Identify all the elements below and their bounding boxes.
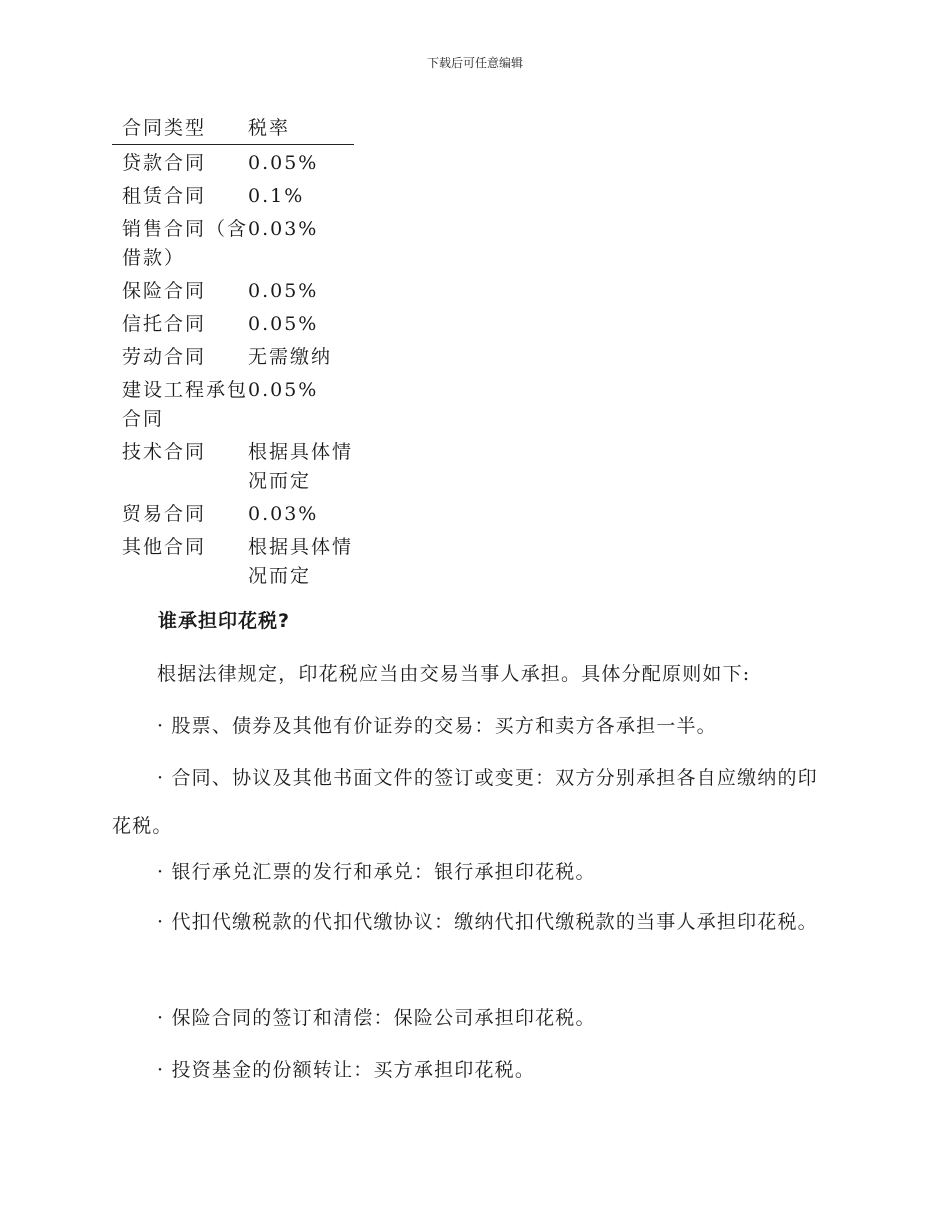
table-row <box>112 145 354 179</box>
page-header-note: 下载后可任意编辑 <box>426 56 523 70</box>
contract-type-cell: 租赁合同 <box>122 185 207 207</box>
table-row <box>112 306 354 339</box>
table-row <box>112 211 354 273</box>
contract-type-cell: 贷款合同 <box>122 152 207 174</box>
column-header-rate: 税率 <box>248 117 291 139</box>
table-row <box>112 434 354 496</box>
table-row <box>112 339 354 372</box>
tax-rate-cell: 0.05% <box>248 313 319 335</box>
contract-type-cell: 技术合同 <box>122 441 207 463</box>
tax-rate-cell: 根据具体情况而定 <box>248 536 354 587</box>
table-row <box>112 273 354 306</box>
column-header-type: 合同类型 <box>122 117 207 139</box>
list-item-securities: · 股票、债券及其他有价证券的交易：买方和卖方各承担一半。 <box>157 715 717 737</box>
list-item-insurance: · 保险合同的签订和清偿：保险公司承担印花税。 <box>157 1007 596 1029</box>
stamp-tax-rate-table <box>112 114 354 591</box>
list-item-bank-draft: · 银行承兑汇票的发行和承兑：银行承担印花税。 <box>157 861 596 883</box>
tax-rate-cell: 无需缴纳 <box>248 346 333 368</box>
table-row <box>112 178 354 211</box>
section-intro-paragraph: 根据法律规定，印花税应当由交易当事人承担。具体分配原则如下: <box>157 663 751 685</box>
table-header-row <box>112 114 354 145</box>
contract-type-cell: 信托合同 <box>122 313 207 335</box>
contract-type-cell: 销售合同（含借款） <box>122 218 249 269</box>
tax-rate-cell: 0.03% <box>248 218 319 240</box>
tax-rate-cell: 0.1% <box>248 185 305 207</box>
contract-type-cell: 建设工程承包合同 <box>122 379 249 430</box>
table-row <box>112 529 354 591</box>
list-item-fund-transfer: · 投资基金的份额转让：买方承担印花税。 <box>157 1059 536 1081</box>
contract-type-cell: 贸易合同 <box>122 503 207 525</box>
tax-rate-cell: 0.05% <box>248 280 319 302</box>
list-item-withholding: · 代扣代缴税款的代扣代缴协议：缴纳代扣代缴税款的当事人承担印花税。 <box>157 911 818 933</box>
list-item-contracts: · 合同、协议及其他书面文件的签订或变更：双方分别承担各自应缴纳的印花税。 <box>112 767 818 837</box>
table-row <box>112 496 354 529</box>
contract-type-cell: 保险合同 <box>122 280 207 302</box>
tax-rate-cell: 0.03% <box>248 503 319 525</box>
tax-rate-cell: 0.05% <box>248 152 319 174</box>
tax-rate-cell: 0.05% <box>248 379 319 401</box>
table-row <box>112 372 354 434</box>
contract-type-cell: 其他合同 <box>122 536 207 558</box>
contract-type-cell: 劳动合同 <box>122 346 207 368</box>
tax-rate-cell: 根据具体情况而定 <box>248 441 354 492</box>
section-heading: 谁承担印花税? <box>158 610 291 632</box>
